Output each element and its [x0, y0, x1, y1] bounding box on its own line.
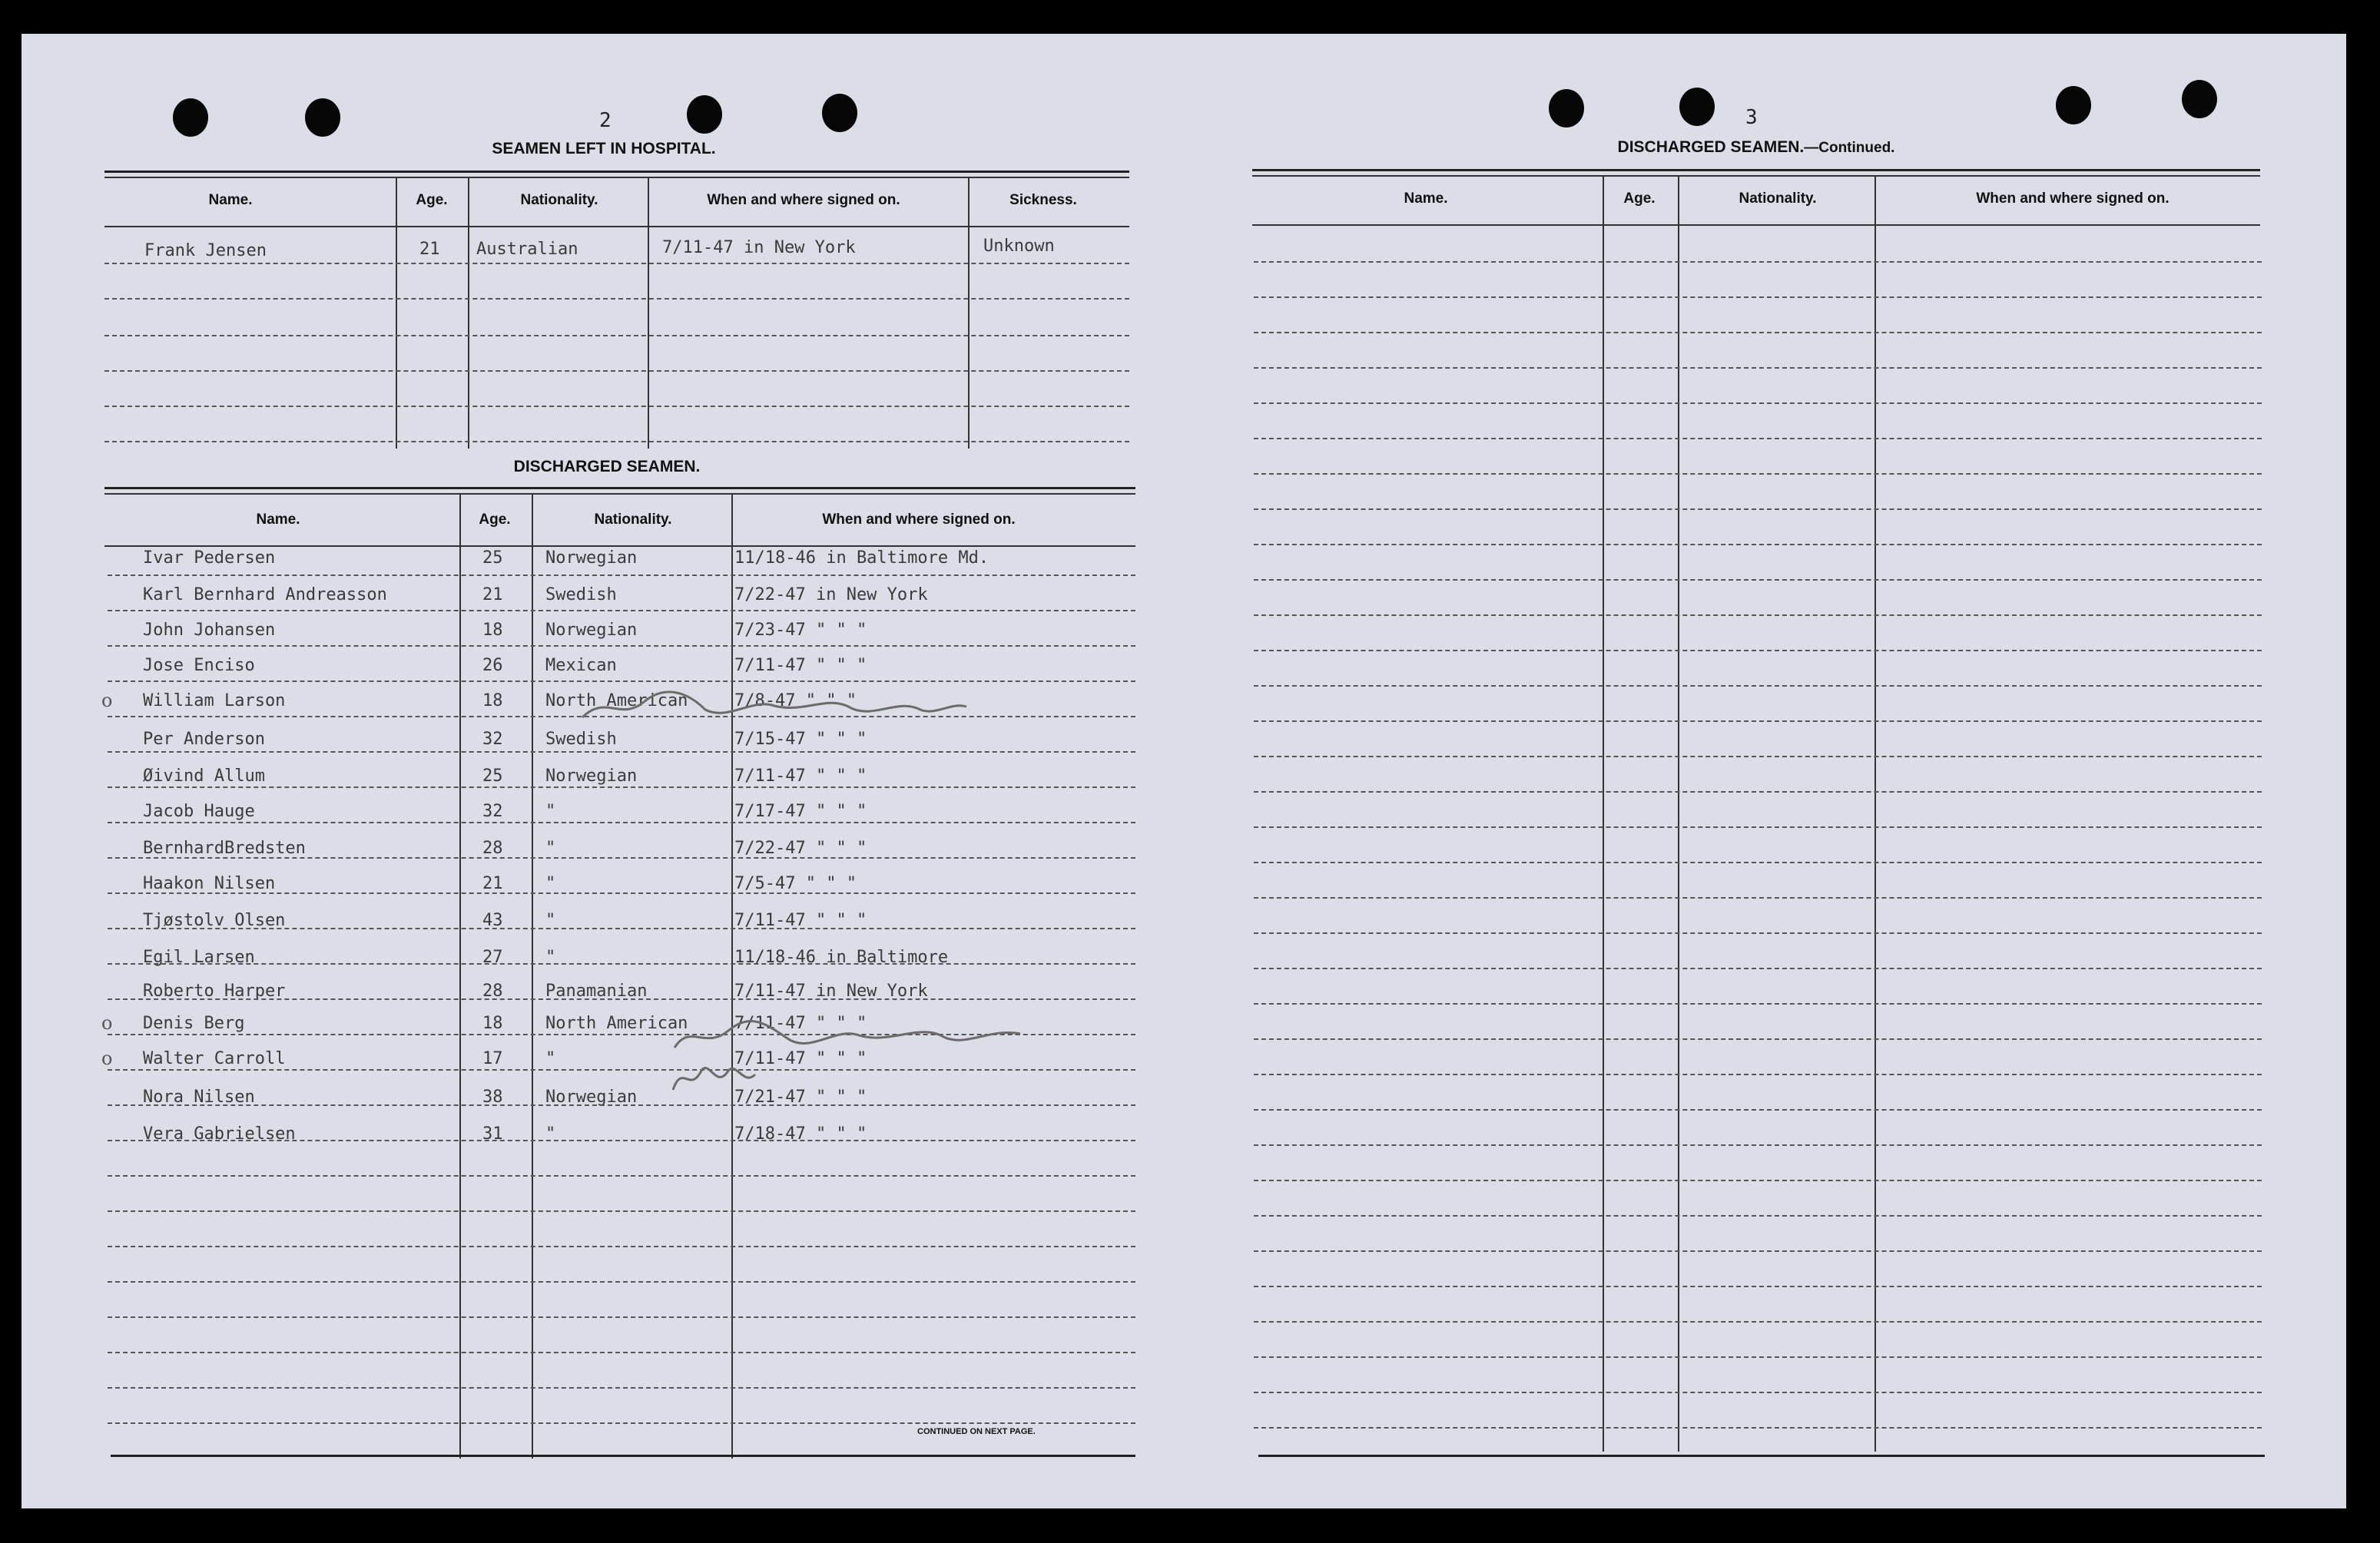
- row-signed-on: 7/18-47 " " ": [734, 1124, 867, 1144]
- row-signed-on: 7/17-47 " " ": [734, 802, 867, 821]
- row-rule: [1254, 1321, 2262, 1323]
- hospital-header-signed-on: When and where signed on.: [707, 192, 900, 208]
- row-rule: [108, 1210, 1135, 1212]
- hospital-signed-on: 7/11-47 in New York: [662, 238, 856, 257]
- row-rule: [1254, 1286, 2262, 1287]
- hospital-sickness: Unknown: [983, 237, 1055, 256]
- row-rule: [1254, 438, 2262, 439]
- row-name: Roberto Harper: [143, 982, 286, 1001]
- row-signed-on: 7/23-47 " " ": [734, 621, 867, 640]
- row-rule: [108, 610, 1135, 611]
- row-rule: [1254, 826, 2262, 828]
- row-rule: [108, 1069, 1135, 1071]
- row-name: John Johansen: [143, 621, 276, 640]
- row-rule: [108, 1104, 1135, 1106]
- row-rule: [104, 335, 1129, 336]
- row-rule: [1254, 367, 2262, 369]
- hospital-table-top-rule: [104, 171, 1129, 173]
- row-nationality: ": [545, 911, 556, 930]
- row-rule: [1254, 473, 2262, 475]
- row-name: Ivar Pedersen: [143, 548, 276, 568]
- row-rule: [108, 1352, 1135, 1353]
- row-rule: [108, 892, 1135, 894]
- row-age: 18: [482, 691, 503, 710]
- right-header-nationality: Nationality.: [1739, 190, 1817, 207]
- punch-hole: [2182, 80, 2217, 118]
- row-rule: [108, 645, 1135, 647]
- right-section-title: [1618, 138, 1895, 157]
- row-nationality: ": [545, 1049, 556, 1068]
- hospital-col-divider: [648, 178, 649, 449]
- row-rule: [108, 928, 1135, 929]
- hospital-col-divider: [968, 178, 970, 449]
- row-age: 17: [482, 1049, 503, 1068]
- hospital-header-sickness: Sickness.: [1009, 192, 1077, 208]
- row-age: 32: [482, 730, 503, 749]
- row-rule: [108, 1422, 1135, 1424]
- row-name: Øivind Allum: [143, 767, 265, 786]
- row-name: Jacob Hauge: [143, 802, 255, 821]
- row-nationality: Norwegian: [545, 1088, 638, 1107]
- punch-hole: [2056, 86, 2091, 124]
- row-nationality: Norwegian: [545, 548, 638, 568]
- row-rule: [104, 406, 1129, 407]
- page-number-left: 2: [599, 109, 612, 132]
- row-signed-on: 11/18-46 in Baltimore: [734, 948, 949, 967]
- row-name: Tjøstolv Olsen: [143, 911, 286, 930]
- row-nationality: Panamanian: [545, 982, 648, 1001]
- punch-hole: [305, 98, 340, 137]
- row-signed-on: 7/22-47 in New York: [734, 585, 928, 604]
- row-nationality: ": [545, 802, 556, 821]
- row-rule: [1254, 1074, 2262, 1075]
- discharged-col-divider: [731, 495, 733, 1459]
- row-rule: [1254, 332, 2262, 333]
- row-rule: [108, 998, 1135, 1000]
- page-number-right: 3: [1745, 106, 1758, 129]
- row-name: Per Anderson: [143, 730, 265, 749]
- handwritten-annotation: [575, 679, 974, 733]
- discharged-table-top-rule-2: [104, 493, 1135, 495]
- row-signed-on: 7/11-47 " " ": [734, 767, 867, 786]
- row-signed-on: 7/8-47 " " ": [734, 691, 857, 710]
- right-header-name: Name.: [1404, 190, 1448, 207]
- discharged-table-top-rule: [104, 487, 1135, 489]
- row-rule: [108, 751, 1135, 753]
- discharged-header-signed-on: When and where signed on.: [822, 512, 1016, 528]
- row-rule: [104, 441, 1129, 442]
- row-rule: [1254, 1144, 2262, 1146]
- row-age: 27: [482, 948, 503, 967]
- row-signed-on: 7/21-47 " " ": [734, 1088, 867, 1107]
- row-nationality: Swedish: [545, 730, 617, 749]
- row-rule: [1254, 296, 2262, 298]
- punch-hole: [687, 95, 722, 134]
- row-signed-on: 7/22-47 " " ": [734, 839, 867, 858]
- row-name: Nora Nilsen: [143, 1088, 255, 1107]
- row-rule: [1254, 1109, 2262, 1111]
- row-age: 21: [482, 874, 503, 893]
- row-age: 18: [482, 621, 503, 640]
- hospital-age: 21: [419, 240, 440, 259]
- row-rule: [1254, 1038, 2262, 1040]
- row-rule: [1254, 756, 2262, 757]
- row-rule: [108, 963, 1135, 965]
- hospital-header-nationality: Nationality.: [520, 192, 598, 208]
- row-age: 28: [482, 839, 503, 858]
- row-signed-on: 7/11-47 in New York: [734, 982, 928, 1001]
- row-rule: [108, 1387, 1135, 1389]
- punch-hole: [173, 98, 208, 137]
- row-rule: [1254, 1215, 2262, 1217]
- row-rule: [1254, 579, 2262, 581]
- right-table-top-rule: [1252, 169, 2260, 171]
- row-rule: [1254, 791, 2262, 793]
- row-rule: [1254, 1427, 2262, 1429]
- handwritten-annotation: [667, 1055, 759, 1101]
- row-rule: [1254, 1392, 2262, 1393]
- right-section-title-text: DISCHARGED SEAMEN.: [1617, 138, 1805, 156]
- hospital-name: Frank Jensen: [144, 241, 267, 260]
- row-name: BernhardBredsten: [143, 839, 306, 858]
- discharged-header-nationality: Nationality.: [594, 512, 672, 528]
- row-signed-on: 11/18-46 in Baltimore Md.: [734, 548, 989, 568]
- row-rule: [108, 786, 1135, 788]
- row-age: 31: [482, 1124, 503, 1144]
- row-nationality: Swedish: [545, 585, 617, 604]
- discharged-col-divider: [532, 495, 533, 1459]
- hospital-header-age: Age.: [416, 192, 448, 208]
- row-rule: [108, 1175, 1135, 1177]
- discharged-col-divider: [459, 495, 461, 1459]
- hospital-nationality: Australian: [476, 240, 578, 259]
- discharged-section-title: DISCHARGED SEAMEN.: [513, 458, 701, 475]
- row-signed-on: 7/11-47 " " ": [734, 1014, 867, 1033]
- discharged-header-bottom-rule: [104, 545, 1135, 547]
- row-rule: [1254, 1250, 2262, 1252]
- row-name: William Larson: [143, 691, 286, 710]
- row-age: 21: [482, 585, 503, 604]
- row-rule: [108, 822, 1135, 823]
- hospital-header-bottom-rule: [104, 226, 1129, 227]
- hospital-section-title: SEAMEN LEFT IN HOSPITAL.: [492, 140, 716, 157]
- row-name: Jose Enciso: [143, 656, 255, 675]
- row-rule: [1254, 508, 2262, 510]
- punch-hole: [1679, 88, 1715, 126]
- row-nationality: ": [545, 1124, 556, 1144]
- continued-note: CONTINUED ON NEXT PAGE.: [917, 1427, 1036, 1436]
- row-age: 38: [482, 1088, 503, 1107]
- row-rule: [1254, 897, 2262, 899]
- row-nationality: Mexican: [545, 656, 617, 675]
- row-nationality: North American: [545, 691, 688, 710]
- row-check-mark: o: [101, 690, 113, 711]
- row-rule: [1254, 1003, 2262, 1005]
- row-age: 32: [482, 802, 503, 821]
- right-header-age: Age.: [1623, 190, 1656, 207]
- row-name: Vera Gabrielsen: [143, 1124, 296, 1144]
- right-header-bottom-rule: [1252, 224, 2260, 226]
- row-signed-on: 7/11-47 " " ": [734, 1049, 867, 1068]
- row-nationality: ": [545, 874, 556, 893]
- row-rule: [1254, 1356, 2262, 1358]
- row-name: Karl Bernhard Andreasson: [143, 585, 387, 604]
- right-section-title-suffix: —Continued.: [1804, 140, 1895, 156]
- row-rule: [1254, 720, 2262, 722]
- row-nationality: Norwegian: [545, 621, 638, 640]
- row-rule: [108, 857, 1135, 859]
- row-name: Egil Larsen: [143, 948, 255, 967]
- row-signed-on: 7/11-47 " " ": [734, 656, 867, 675]
- row-nationality: Norwegian: [545, 767, 638, 786]
- row-rule: [1254, 614, 2262, 616]
- hospital-col-divider: [396, 178, 397, 449]
- row-age: 25: [482, 548, 503, 568]
- row-age: 28: [482, 982, 503, 1001]
- row-check-mark: o: [101, 1012, 113, 1034]
- row-rule: [1254, 1180, 2262, 1181]
- row-rule: [104, 298, 1129, 300]
- row-rule: [1254, 261, 2262, 263]
- right-header-signed-on: When and where signed on.: [1976, 190, 2170, 207]
- right-table-bottom-rule: [1258, 1455, 2265, 1457]
- handwritten-annotation: [667, 1008, 1028, 1061]
- row-nationality: North American: [545, 1014, 688, 1033]
- row-age: 26: [482, 656, 503, 675]
- hospital-table-top-rule-2: [104, 177, 1129, 178]
- row-rule: [108, 1281, 1135, 1283]
- row-name: Walter Carroll: [143, 1049, 286, 1068]
- row-rule: [1254, 402, 2262, 404]
- row-name: Denis Berg: [143, 1014, 245, 1033]
- row-rule: [1254, 932, 2262, 934]
- row-nationality: ": [545, 948, 556, 967]
- punch-hole: [1549, 89, 1584, 127]
- row-signed-on: 7/11-47 " " ": [734, 911, 867, 930]
- row-age: 18: [482, 1014, 503, 1033]
- discharged-header-name: Name.: [256, 512, 300, 528]
- row-rule: [108, 1246, 1135, 1247]
- row-signed-on: 7/5-47 " " ": [734, 874, 857, 893]
- punch-hole: [822, 94, 857, 132]
- row-name: Haakon Nilsen: [143, 874, 276, 893]
- row-rule: [108, 574, 1135, 576]
- discharged-header-age: Age.: [479, 512, 511, 528]
- row-rule: [1254, 968, 2262, 969]
- row-rule: [1254, 650, 2262, 651]
- row-rule: [108, 1316, 1135, 1318]
- row-nationality: ": [545, 839, 556, 858]
- row-check-mark: o: [101, 1048, 113, 1069]
- row-rule: [1254, 544, 2262, 545]
- hospital-header-name: Name.: [208, 192, 253, 208]
- row-rule: [108, 1140, 1135, 1141]
- hospital-col-divider: [468, 178, 469, 449]
- discharged-table-bottom-rule: [111, 1455, 1135, 1457]
- row-signed-on: 7/15-47 " " ": [734, 730, 867, 749]
- row-rule: [104, 263, 1129, 264]
- right-table-top-rule-2: [1252, 175, 2260, 177]
- row-rule: [1254, 862, 2262, 863]
- row-rule: [104, 370, 1129, 372]
- document-sheet: [22, 34, 2346, 1508]
- row-rule: [1254, 685, 2262, 687]
- row-age: 43: [482, 911, 503, 930]
- row-age: 25: [482, 767, 503, 786]
